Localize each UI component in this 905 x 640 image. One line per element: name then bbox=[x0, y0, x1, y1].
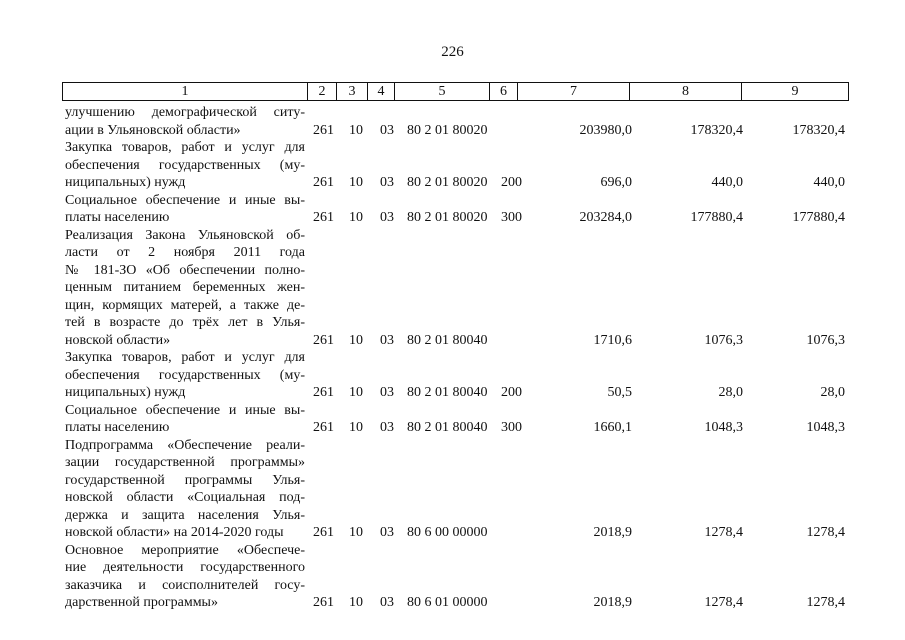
subsection-code: 03 bbox=[380, 332, 394, 348]
row-description bbox=[65, 437, 305, 542]
table-row bbox=[0, 349, 905, 402]
column-header-8: 8 bbox=[630, 83, 742, 100]
expense-type-code: 200 bbox=[501, 175, 522, 190]
column-header-2: 2 bbox=[308, 83, 337, 100]
target-article-code: 80 6 00 00000 bbox=[407, 525, 488, 540]
chapter-code: 261 bbox=[313, 385, 334, 400]
description-line: заказчика и соисполнителей госу- bbox=[65, 577, 305, 593]
description-line: ации в Ульяновской области» bbox=[65, 122, 241, 138]
table-row bbox=[0, 104, 905, 139]
target-article-code: 80 2 01 80020 bbox=[407, 175, 488, 190]
description-line: держка и защита населения Улья- bbox=[65, 507, 305, 523]
amount-col-7: 1660,1 bbox=[593, 420, 632, 435]
description-line: обеспечения государственных (му- bbox=[65, 157, 305, 173]
amount-col-7: 2018,9 bbox=[593, 595, 632, 610]
section-code: 10 bbox=[349, 595, 363, 610]
chapter-code: 261 bbox=[313, 525, 334, 540]
description-line: Основное мероприятие «Обеспече- bbox=[65, 542, 305, 558]
table-row bbox=[0, 437, 905, 542]
description-line: Социальное обеспечение и иные вы- bbox=[65, 192, 305, 208]
table-row bbox=[0, 227, 905, 350]
subsection-code: 03 bbox=[380, 595, 394, 610]
description-line: ценным питанием беременных жен- bbox=[65, 280, 305, 295]
subsection-code: 03 bbox=[380, 122, 394, 138]
amount-col-8: 1048,3 bbox=[704, 420, 743, 435]
amount-col-9: 1278,4 bbox=[806, 525, 845, 540]
amount-col-9: 178320,4 bbox=[792, 122, 845, 138]
section-code: 10 bbox=[349, 175, 363, 190]
amount-col-9: 440,0 bbox=[813, 175, 845, 190]
target-article-code: 80 2 01 80040 bbox=[407, 332, 488, 348]
description-line: ние деятельности государственного bbox=[65, 560, 305, 575]
amount-col-9: 1048,3 bbox=[806, 420, 845, 435]
description-line: Закупка товаров, работ и услуг для bbox=[65, 350, 305, 365]
table-row bbox=[0, 139, 905, 192]
section-code: 10 bbox=[349, 420, 363, 435]
row-description bbox=[65, 192, 305, 227]
description-line: Подпрограмма «Обеспечение реали- bbox=[65, 437, 305, 453]
amount-col-7: 696,0 bbox=[600, 175, 632, 190]
row-description bbox=[65, 402, 305, 437]
subsection-code: 03 bbox=[380, 420, 394, 435]
chapter-code: 261 bbox=[313, 332, 334, 348]
subsection-code: 03 bbox=[380, 525, 394, 540]
description-line: зации государственной программы» bbox=[65, 455, 305, 470]
amount-col-7: 2018,9 bbox=[593, 525, 632, 540]
target-article-code: 80 2 01 80020 bbox=[407, 122, 488, 138]
amount-col-8: 440,0 bbox=[711, 175, 743, 190]
amount-col-9: 1076,3 bbox=[806, 332, 845, 348]
page-number: 226 bbox=[441, 44, 464, 60]
subsection-code: 03 bbox=[380, 385, 394, 400]
column-header-row bbox=[62, 82, 849, 101]
row-description bbox=[65, 349, 305, 402]
section-code: 10 bbox=[349, 122, 363, 138]
description-line: № 181-ЗО «Об обеспечении полно- bbox=[65, 262, 305, 278]
column-header-7: 7 bbox=[518, 83, 630, 100]
amount-col-9: 177880,4 bbox=[792, 210, 845, 225]
description-line: обеспечения государственных (му- bbox=[65, 367, 305, 383]
row-description bbox=[65, 542, 305, 612]
description-line: Реализация Закона Ульяновской об- bbox=[65, 227, 305, 243]
description-line: тей в возрасте до трёх лет в Улья- bbox=[65, 315, 305, 330]
row-description bbox=[65, 139, 305, 192]
section-code: 10 bbox=[349, 332, 363, 348]
amount-col-7: 50,5 bbox=[607, 385, 632, 400]
description-line: платы населению bbox=[65, 210, 170, 225]
subsection-code: 03 bbox=[380, 175, 394, 190]
description-line: ниципальных) нужд bbox=[65, 175, 186, 190]
target-article-code: 80 2 01 80020 bbox=[407, 210, 488, 225]
section-code: 10 bbox=[349, 385, 363, 400]
description-line: новской области «Социальная под- bbox=[65, 490, 305, 505]
amount-col-7: 203980,0 bbox=[579, 122, 632, 138]
amount-col-9: 1278,4 bbox=[806, 595, 845, 610]
expense-type-code: 300 bbox=[501, 210, 522, 225]
amount-col-9: 28,0 bbox=[820, 385, 845, 400]
amount-col-8: 177880,4 bbox=[690, 210, 743, 225]
column-header-9: 9 bbox=[791, 84, 799, 99]
description-line: новской области» bbox=[65, 332, 171, 348]
chapter-code: 261 bbox=[313, 122, 334, 138]
amount-col-8: 28,0 bbox=[718, 385, 743, 400]
description-line: государственной программы Улья- bbox=[65, 472, 305, 488]
column-header-1: 1 bbox=[63, 83, 308, 100]
column-header-5: 5 bbox=[395, 83, 490, 100]
description-line: дарственной программы» bbox=[65, 595, 218, 610]
description-line: Закупка товаров, работ и услуг для bbox=[65, 140, 305, 155]
row-description bbox=[65, 227, 305, 350]
table-row bbox=[0, 192, 905, 227]
target-article-code: 80 6 01 00000 bbox=[407, 595, 488, 610]
row-description bbox=[65, 104, 305, 139]
table-row bbox=[0, 542, 905, 612]
column-header-4: 4 bbox=[368, 83, 395, 100]
description-line: щин, кормящих матерей, а также де- bbox=[65, 297, 305, 313]
subsection-code: 03 bbox=[380, 210, 394, 225]
column-header-6: 6 bbox=[490, 83, 518, 100]
target-article-code: 80 2 01 80040 bbox=[407, 420, 488, 435]
amount-col-7: 1710,6 bbox=[593, 332, 632, 348]
table-row bbox=[0, 402, 905, 437]
amount-col-7: 203284,0 bbox=[579, 210, 632, 225]
amount-col-8: 1278,4 bbox=[704, 525, 743, 540]
section-code: 10 bbox=[349, 210, 363, 225]
amount-col-8: 1278,4 bbox=[704, 595, 743, 610]
chapter-code: 261 bbox=[313, 175, 334, 190]
target-article-code: 80 2 01 80040 bbox=[407, 385, 488, 400]
description-line: улучшению демографической ситу- bbox=[65, 105, 305, 120]
chapter-code: 261 bbox=[313, 210, 334, 225]
amount-col-8: 178320,4 bbox=[690, 122, 743, 138]
amount-col-8: 1076,3 bbox=[704, 332, 743, 348]
description-line: Социальное обеспечение и иные вы- bbox=[65, 402, 305, 418]
description-line: ласти от 2 ноября 2011 года bbox=[65, 245, 305, 260]
chapter-code: 261 bbox=[313, 595, 334, 610]
expense-type-code: 200 bbox=[501, 385, 522, 400]
description-line: новской области» на 2014-2020 годы bbox=[65, 525, 284, 540]
section-code: 10 bbox=[349, 525, 363, 540]
column-header-3: 3 bbox=[337, 83, 368, 100]
expense-type-code: 300 bbox=[501, 420, 522, 435]
description-line: платы населению bbox=[65, 420, 170, 435]
description-line: ниципальных) нужд bbox=[65, 385, 186, 400]
chapter-code: 261 bbox=[313, 420, 334, 435]
